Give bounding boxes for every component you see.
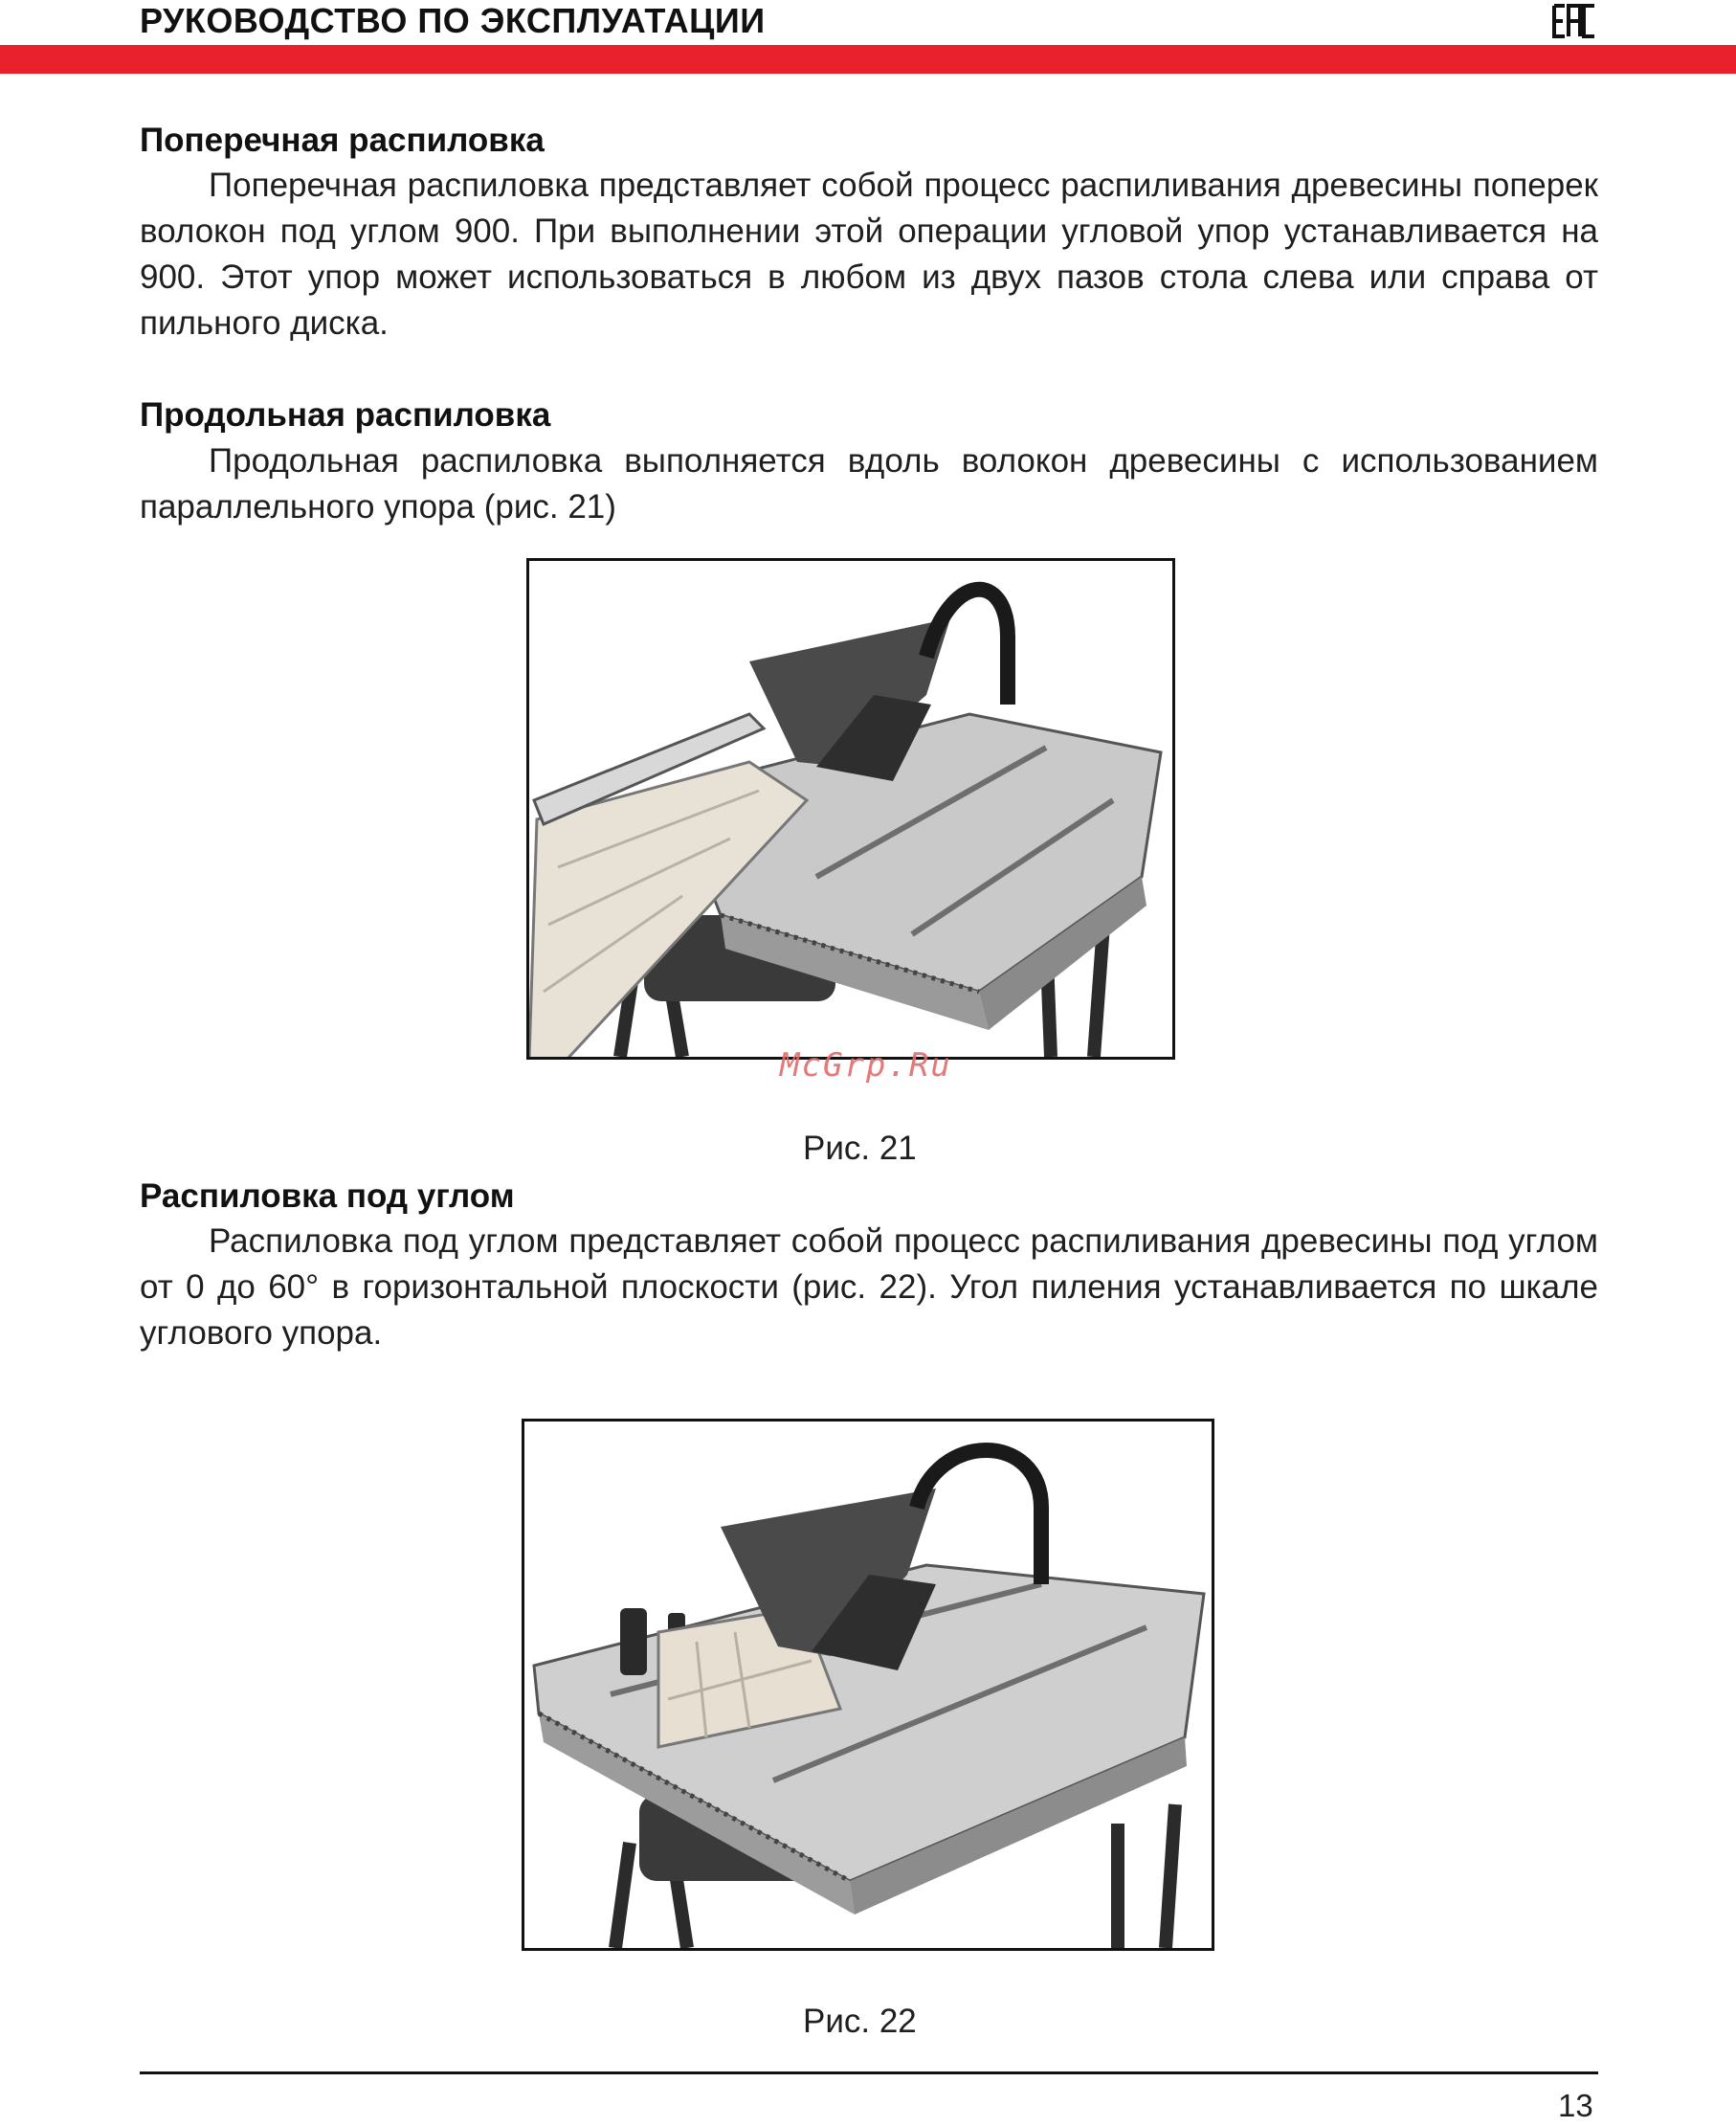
section-text-rip: Продольная распиловка выполняется вдоль волокон древесины с использованием параллельного упора (рис. 21) — [140, 442, 1598, 526]
section-heading-rip: Продольная распиловка — [140, 396, 551, 434]
watermark-text: McGrp.Ru — [780, 1046, 952, 1085]
table-saw-miter-gauge-photo-icon — [524, 1422, 1212, 1948]
figure-22-image — [522, 1419, 1214, 1951]
page-header-title: РУКОВОДСТВО ПО ЭКСПЛУАТАЦИИ — [140, 1, 766, 40]
figure-21-image — [526, 558, 1175, 1060]
footer-rule — [140, 2071, 1598, 2074]
page-number: 13 — [1558, 2088, 1593, 2123]
section-heading-angle: Распиловка под углом — [140, 1177, 515, 1215]
figure-21-caption: Рис. 21 — [803, 1130, 917, 1167]
table-saw-rip-fence-photo-icon — [529, 561, 1172, 1057]
header-red-bar — [0, 45, 1736, 74]
section-text-crosscut: Поперечная распиловка представляет собой процесс распиливания древесины поперек волокон под углом 900. При выполнении этой операции угловой упор устанавливается на 900. Этот упор может использоваться в любом из двух пазов стола слева или справа от пильного диска. — [140, 167, 1598, 342]
eac-logo-icon — [1552, 2, 1596, 40]
section-heading-crosscut: Поперечная распиловка — [140, 122, 545, 159]
section-text-angle: Распиловка под углом представляет собой процесс распиливания древесины под углом от 0 до 60° в горизонтальной плоскости (рис. 22). Угол пиления устанавливается по шкале углового упора. — [140, 1222, 1598, 1352]
figure-22-caption: Рис. 22 — [803, 2003, 917, 2040]
